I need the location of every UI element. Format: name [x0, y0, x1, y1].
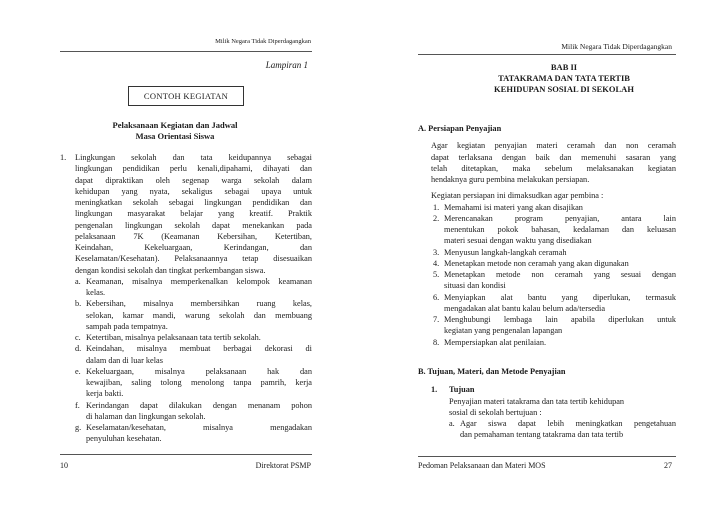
left-header: Milik Negara Tidak Diperdagangkan: [215, 38, 311, 45]
list-item-text: [444, 292, 676, 315]
tujuan-text: [449, 396, 676, 419]
list-item: [75, 400, 312, 423]
tujuan-block: [431, 384, 676, 440]
chapter-title: [434, 62, 694, 95]
text-line: penyuluhan kesehatan.: [86, 434, 162, 444]
right-footer-rule: [418, 456, 676, 457]
list-item-text: [86, 276, 312, 299]
list-item: [433, 314, 676, 337]
item-1: [60, 152, 312, 445]
list-item-label: d.: [75, 344, 82, 354]
text-line: Keamanan, misalnya memperkenalkan kelompok keamanan: [86, 276, 312, 286]
list-item-text: [86, 400, 312, 423]
text-line: Memahami isi materi yang akan disajikan: [444, 202, 583, 212]
list-item-text: [444, 258, 676, 269]
tujuan-item-a: [449, 418, 676, 441]
text-line: Merencanakan program penyajian, antara lain: [444, 213, 676, 223]
text-line: menentukan pokok bahasan, kedalaman dan keluasan: [444, 225, 676, 234]
list-item-label: 2.: [433, 213, 440, 223]
text-line: kegiatan yang pengenalan lapangan: [444, 326, 563, 336]
text-line: dalam dan di luar kelas: [86, 355, 163, 365]
section-b: [418, 366, 676, 441]
list-item-text: [444, 314, 676, 337]
text-line: Menghubungi lembaga lain apabila diperlukan untuk: [444, 315, 676, 324]
list-item-label: 7.: [433, 315, 440, 324]
list-item-label: g.: [75, 423, 82, 432]
text-line: sosial di sekolah bertujuan :: [449, 407, 542, 417]
list-item-text: [86, 366, 312, 400]
list-item: [433, 258, 676, 269]
text-line: Keselamatan/kesehatan, misalnya mengadakan: [86, 423, 312, 432]
list-item-text: [86, 422, 312, 445]
text-line: Menyiapkan alat bantu yang diperlukan, termasuk: [444, 292, 676, 302]
lampiran-label: Lampiran 1: [265, 60, 308, 70]
list-item-label: a.: [75, 276, 81, 286]
list-item: [75, 366, 312, 400]
text-line: dapat dipraktikan oleh segenap warga sekolah dalam: [75, 175, 312, 185]
left-title: [60, 120, 290, 142]
left-header-rule: [60, 51, 312, 52]
text-line: lingkungan pendidikan perlu kenali,dipahami, dihayati dan: [75, 164, 312, 174]
text-line: Keselamatan/Kesehatan). Pelaksanaannya tetap disesuaikan: [75, 254, 312, 264]
list-item-text: [444, 202, 676, 213]
text-line: lingkungan masyarakat belajar yang kreatif. Praktik: [75, 209, 312, 219]
text-line: telah ditetapkan, maka sebelum melaksanakan kegiatan: [431, 163, 676, 173]
list-item-text: [444, 213, 676, 247]
right-footer-text: Pedoman Pelaksanaan dan Materi MOS: [418, 461, 546, 470]
text-line: pelaksanaan 7K (Keamanan Kebersihan, Ketertiban,: [75, 231, 312, 241]
text-line: dapat terlaksana dengan baik dan memenuhi sasaran yang: [431, 152, 676, 162]
list-item: [75, 276, 312, 299]
text-line: Kebersihan, misalnya membersihkan ruang kelas,: [86, 299, 312, 309]
text-line: kehidupan yang nyata, sekaligus sebagai upaya untuk: [75, 186, 312, 196]
tujuan-title: Tujuan: [449, 385, 475, 395]
left-title-line: Pelaksanaan Kegiatan dan Jadwal: [112, 120, 238, 130]
text-line: Keindahan, Kekeluargaan, Kerindangan, dan: [75, 243, 312, 252]
list-item-label: 8.: [433, 337, 440, 347]
right-page: [364, 0, 728, 515]
list-item-text: [86, 343, 312, 366]
right-header: Milik Negara Tidak Diperdagangkan: [561, 42, 672, 51]
list-item-label: f.: [75, 400, 80, 410]
text-line: kerja bakti.: [86, 389, 124, 399]
text-line: Menetapkan metode non ceramah yang sesuai dengan: [444, 270, 676, 279]
list-item: [433, 292, 676, 315]
item-1-text: [75, 152, 312, 276]
tujuan-item-label: a.: [449, 419, 455, 428]
chapter-line: KEHIDUPAN SOSIAL DI SEKOLAH: [494, 84, 634, 94]
chapter-line: BAB II: [550, 62, 578, 72]
list-item-label: 3.: [433, 247, 440, 257]
list-item: [433, 269, 676, 292]
item-1-number: 1.: [60, 153, 67, 162]
text-line: mengadakan alat bantu kalau belum ada/tersedia: [444, 303, 606, 313]
text-line: Penyajian materi tatakrama dan tata tertib kehidupan: [449, 396, 625, 406]
section-a-paragraph: [431, 140, 676, 185]
text-line: situasi dan kondisi: [444, 281, 506, 291]
section-b-title: B. Tujuan, Materi, dan Metode Penyajian: [418, 367, 566, 376]
list-item: [75, 332, 312, 343]
list-item-label: 6.: [433, 292, 440, 302]
list-item-text: [444, 269, 676, 292]
list-item-label: 4.: [433, 258, 440, 268]
section-a-title: A. Persiapan Penyajian: [418, 124, 502, 133]
text-line: kewajiban, saling tolong menolong tanpa pamrih, kerja: [86, 378, 312, 387]
list-item: [75, 343, 312, 366]
prep-list: [433, 202, 676, 348]
list-item-label: b.: [75, 299, 82, 309]
text-line: meningkatkan sekolah sebagai lingkungan pendidikan dan: [75, 198, 312, 207]
contoh-kegiatan-box: CONTOH KEGIATAN: [128, 86, 244, 106]
list-item-label: e.: [75, 366, 81, 376]
list-item-text: [86, 332, 312, 343]
text-line: Mempersiapkan alat penilaian.: [444, 337, 547, 347]
left-footer-text: Direktorat PSMP: [255, 461, 311, 470]
text-line: kelas.: [86, 288, 106, 297]
text-line: dengan kondisi sekolah dan tingkat perkembangan siswa.: [75, 265, 266, 275]
text-line: selokan, kamar mandi, warung sekolah dan membuang: [86, 310, 312, 320]
list-item: [433, 213, 676, 247]
text-line: Keindahan, misalnya membuat berbagai dekorasi di: [86, 344, 312, 354]
text-line: Menetapkan metode non ceramah yang akan digunakan: [444, 258, 629, 268]
list-item: [75, 422, 312, 445]
list-item: [433, 247, 676, 258]
list-item-text: [86, 298, 312, 332]
list-item-label: c.: [75, 333, 81, 342]
text-line: dan pemahaman tentang tatakrama dan tata tertib: [460, 430, 624, 440]
text-line: materi sesuai dengan waktu yang disediakan: [444, 236, 592, 246]
text-line: Agar kegiatan penyajian materi ceramah dan non ceramah: [431, 141, 676, 151]
text-line: sampah pada tempatnya.: [86, 321, 168, 331]
prep-intro: Kegiatan persiapan ini dimaksudkan agar pembina :: [431, 191, 604, 201]
text-line: Kerindangan dapat dilakukan dengan menanam pohon: [86, 400, 312, 410]
left-page-number: 10: [60, 461, 68, 470]
tujuan-number: 1.: [431, 385, 438, 395]
list-item: [75, 298, 312, 332]
tujuan-item-text: [460, 418, 676, 441]
chapter-line: TATAKRAMA DAN TATA TERTIB: [498, 73, 630, 83]
text-line: Agar siswa dapat lebih meningkatkan pengetahuan: [460, 419, 676, 428]
text-line: pengenalan lingkungan sekolah dapat menekankan pada: [75, 220, 312, 230]
sub-item-list: [75, 276, 312, 445]
section-a: [418, 123, 676, 348]
list-item: [433, 202, 676, 213]
right-header-rule: [418, 54, 676, 55]
list-item-text: [444, 337, 676, 348]
list-item-label: 1.: [433, 202, 440, 212]
text-line: Ketertiban, misalnya pelaksanaan tata tertib sekolah.: [86, 333, 261, 342]
list-item-text: [444, 247, 676, 258]
text-line: Menyusun langkah-langkah ceramah: [444, 247, 567, 257]
text-line: di halaman dan lingkungan sekolah.: [86, 411, 206, 421]
text-line: Kekeluargaan, misalnya pelaksanaan hak dan: [86, 366, 312, 376]
list-item: [433, 337, 676, 348]
list-item-label: 5.: [433, 270, 440, 279]
left-title-line: Masa Orientasi Siswa: [135, 131, 215, 141]
left-footer-rule: [60, 454, 312, 455]
right-page-number: 27: [664, 461, 672, 470]
text-line: Lingkungan sekolah dan tata keidupannya sebagai: [75, 153, 312, 162]
text-line: hendaknya guru pembina melakukan persiapan.: [431, 175, 590, 184]
